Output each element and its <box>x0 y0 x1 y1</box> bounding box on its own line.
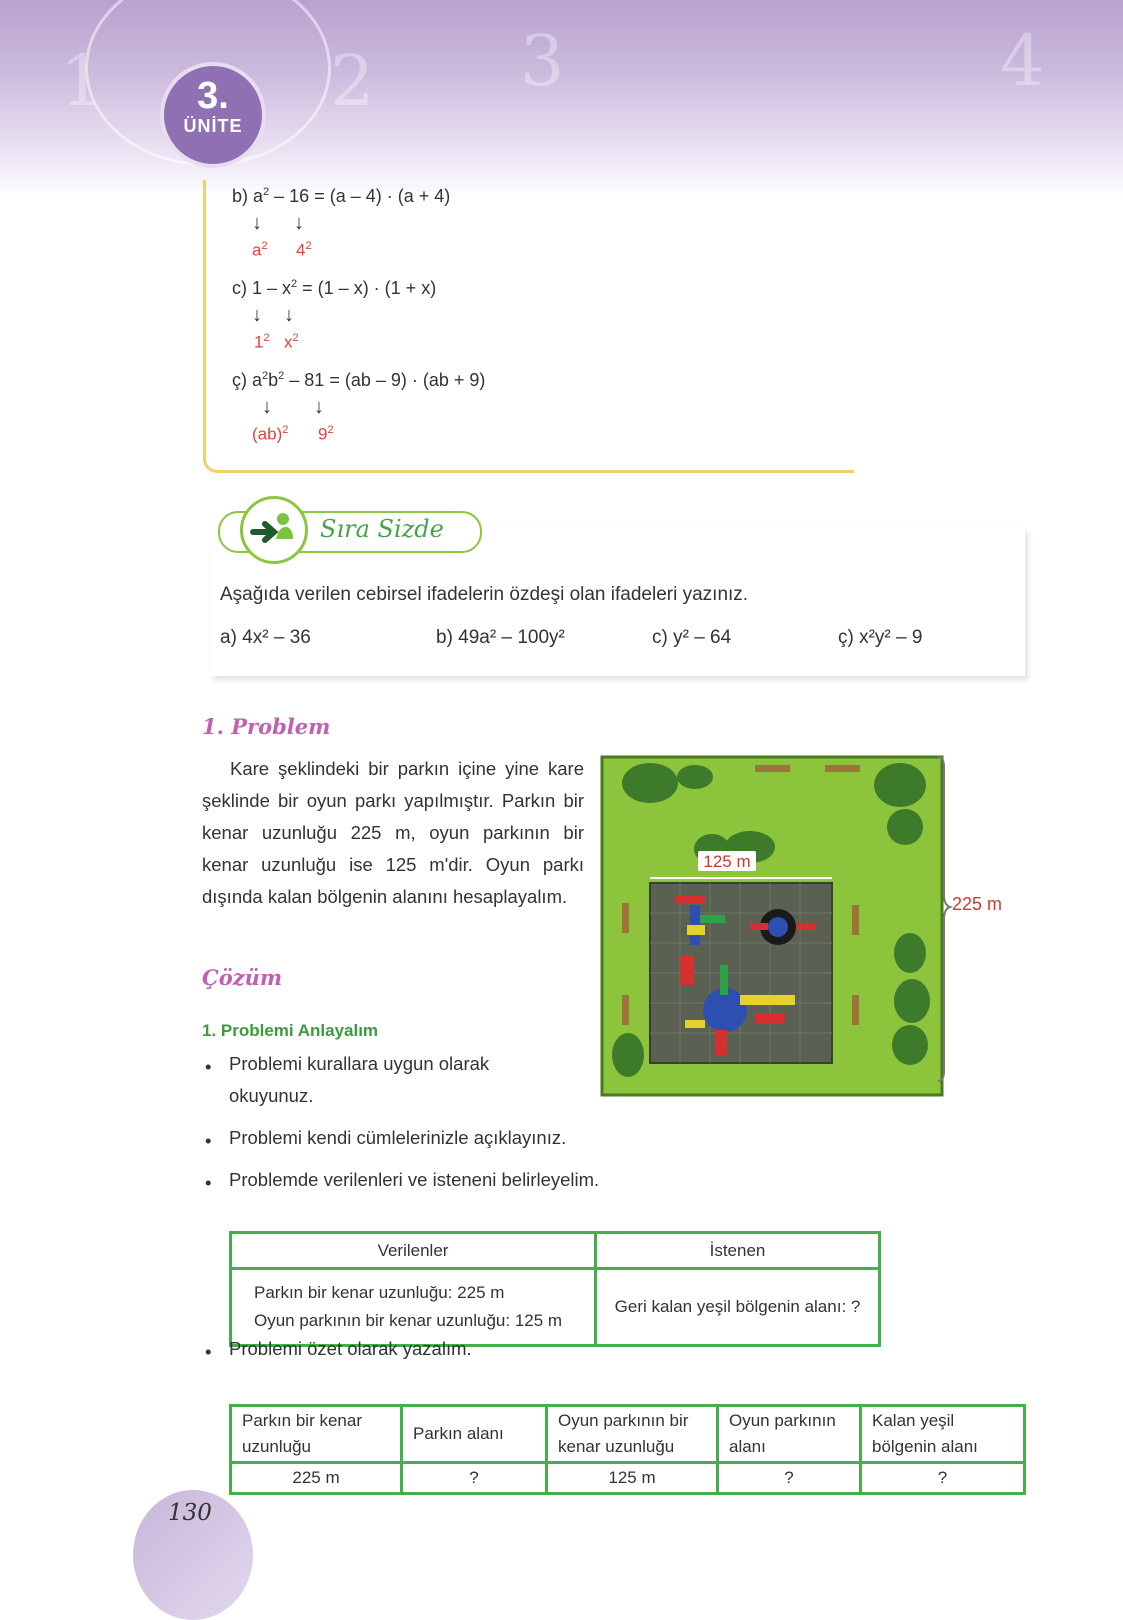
unit-number: 3. <box>197 75 229 117</box>
bullet-text: Problemi kurallara uygun olarak okuyunuz. <box>229 1053 490 1106</box>
exercise-item: ç) x²y² – 9 <box>838 627 923 648</box>
inner-side-label: 125 m <box>703 852 751 871</box>
arrow-down-icon: ↓ <box>294 212 304 234</box>
square-term-right: $4^2$ <box>296 240 312 260</box>
unit-label: ÜNİTE <box>183 116 243 136</box>
table-header: Parkın alanı <box>402 1406 547 1463</box>
step-heading: 1. Problemi Anlayalım <box>202 1021 379 1040</box>
table-header: Oyun parkının bir kenar uzunluğu <box>547 1406 718 1463</box>
asked-cell: Geri kalan yeşil bölgenin alanı: ? <box>596 1269 880 1346</box>
equation-b: b) $a^2 - 16 = (a - 4) \cdot (a + 4)$ <box>232 186 451 206</box>
table-cell: ? <box>861 1463 1025 1494</box>
square-term-right: $x^2$ <box>284 332 299 352</box>
page-number: 130 <box>168 1500 212 1526</box>
summary-table <box>229 1404 1026 1495</box>
square-term-right: $9^2$ <box>318 424 334 444</box>
arrow-down-icon: ↓ <box>284 304 294 326</box>
table-cell: 125 m <box>547 1463 718 1494</box>
arrow-down-icon: ↓ <box>252 212 262 234</box>
table-cell: ? <box>402 1463 547 1494</box>
bullet-text: Problemi kendi cümlelerinizle açıklayınız. <box>229 1127 567 1148</box>
table-header: Parkın bir kenar uzunluğu <box>231 1406 402 1463</box>
problem-title: 1. Problem <box>202 714 331 739</box>
given-asked-table <box>229 1231 881 1347</box>
arrow-down-icon: ↓ <box>252 304 262 326</box>
exercise-item: b) 49a² – 100y² <box>436 627 565 648</box>
bullet-dot: • <box>205 1056 212 1077</box>
given-line: Parkın bir kenar uzunluğu: 225 m <box>254 1283 505 1302</box>
exercise-item: c) y² – 64 <box>652 627 732 648</box>
arrow-down-icon: ↓ <box>262 396 272 418</box>
decorative-digit: 4 <box>1000 20 1045 102</box>
park-illustration <box>600 755 950 1100</box>
exercise-title: Sıra Sizde <box>320 515 444 543</box>
table-cell: ? <box>718 1463 861 1494</box>
bullet-dot: • <box>205 1172 212 1193</box>
pointing-person-icon <box>243 499 305 561</box>
decorative-digit: 3 <box>520 20 565 102</box>
equation-cc: ç) $a^2b^2 - 81 = (ab - 9) \cdot (ab + 9)$ <box>232 370 486 390</box>
exercise-icon-circle <box>240 496 308 564</box>
square-term-left: (ab)$^2$ <box>252 424 289 444</box>
decorative-digit: 2 <box>330 40 375 122</box>
exercise-item: a) 4x² – 36 <box>220 627 311 648</box>
bullet-dot: • <box>205 1341 212 1362</box>
bullet-text: Problemde verilenleri ve isteneni belirleyelim. <box>229 1169 600 1190</box>
dimension-brace <box>936 755 956 1085</box>
table-header: Oyun parkının alanı <box>718 1406 861 1463</box>
problem-text: Kare şeklindeki bir parkın içine yine kare şeklinde bir oyun parkı yapılmıştır. Parkın bir kenar uzunluğu 225 m, oyun parkının bir kenar uzunluğu ise 125 m'dir. Oyun parkı dışında kalan bölgenin alanını hesaplayalım. <box>202 758 584 907</box>
unit-badge <box>160 62 266 168</box>
outer-side-label: 225 m <box>952 894 1003 914</box>
bullet-text: Problemi özet olarak yazalım. <box>229 1338 472 1359</box>
table-header: Verilenler <box>231 1233 596 1269</box>
given-line: Oyun parkının bir kenar uzunluğu: 125 m <box>254 1311 563 1330</box>
decorative-digit: 1 <box>60 40 105 122</box>
arrow-down-icon: ↓ <box>314 396 324 418</box>
bullet-dot: • <box>205 1130 212 1151</box>
solution-title: Çözüm <box>202 965 283 990</box>
square-term-left: $1^2$ <box>254 332 270 352</box>
table-cell: 225 m <box>231 1463 402 1494</box>
square-term-left: $a^2$ <box>252 240 268 260</box>
exercise-question: Aşağıda verilen cebirsel ifadelerin özdeşi olan ifadeleri yazınız. <box>220 584 749 605</box>
equation-c: c) $1 - x^2 = (1 - x) \cdot (1 + x)$ <box>232 278 437 298</box>
table-header: İstenen <box>596 1233 880 1269</box>
table-header: Kalan yeşil bölgenin alanı <box>861 1406 1025 1463</box>
